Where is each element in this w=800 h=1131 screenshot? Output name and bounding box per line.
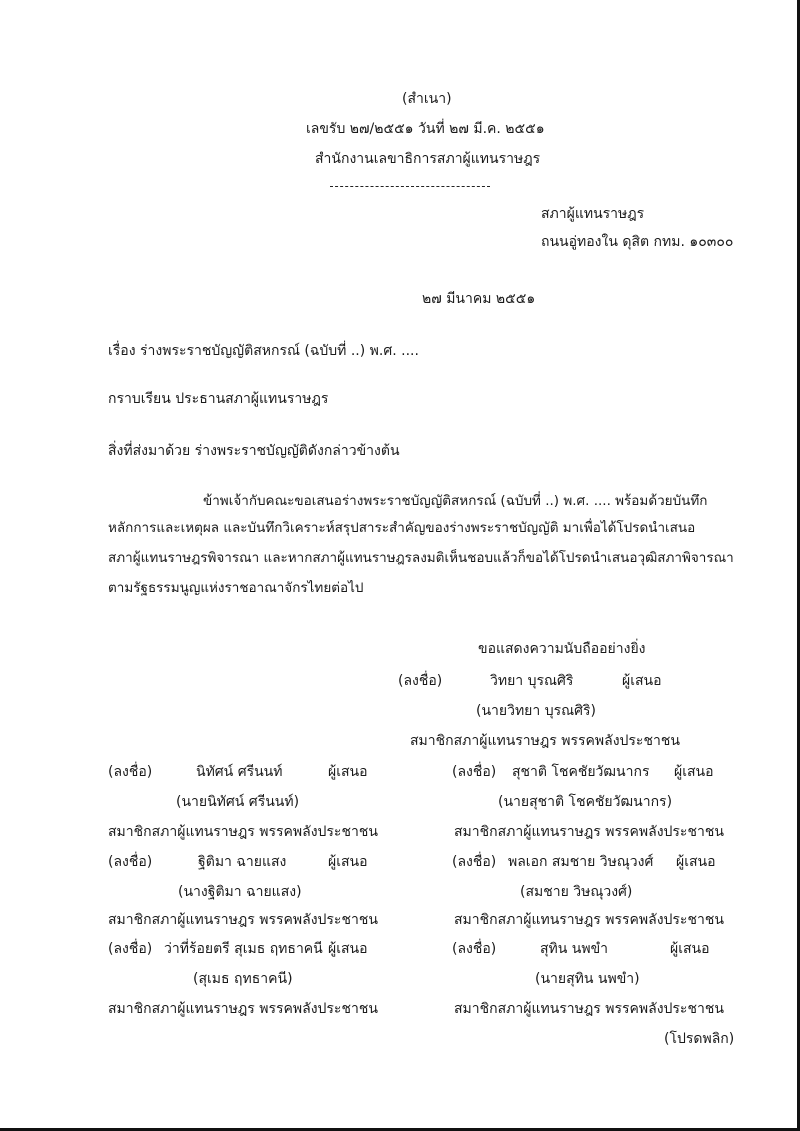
proposer-label: ผู้เสนอ <box>676 854 716 870</box>
enclosure: สิ่งที่ส่งมาด้วย ร่างพระราชบัญญัติดังกล่าวข้างต้น <box>108 443 400 459</box>
receiving-office: สำนักงานเลขาธิการสภาผู้แทนราษฎร <box>315 151 541 167</box>
signer-name: วิทยา บุรณศิริ <box>490 673 574 689</box>
body-line-4: ตามรัฐธรรมนูญแห่งราชอาณาจักรไทยต่อไป <box>108 580 364 596</box>
signed-label: (ลงชื่อ) <box>452 854 497 870</box>
proposer-label: ผู้เสนอ <box>328 854 368 870</box>
signed-label: (ลงชื่อ) <box>398 673 443 689</box>
signed-label: (ลงชื่อ) <box>452 941 497 957</box>
signer-full-name: (นายนิทัศน์ ศรีนนท์) <box>176 794 300 810</box>
signer-name: สุชาติ โชคชัยวัฒนากร <box>512 764 650 780</box>
signed-label: (ลงชื่อ) <box>108 854 153 870</box>
signer-full-name: (นายสุชาติ โชคชัยวัฒนากร) <box>498 794 673 810</box>
signer-full-name: (นางฐิติมา ฉายแสง) <box>178 884 302 900</box>
salutation: กราบเรียน ประธานสภาผู้แทนราษฎร <box>108 391 329 407</box>
address-line-1: สภาผู้แทนราษฎร <box>541 206 645 222</box>
proposer-label: ผู้เสนอ <box>328 941 368 957</box>
signer-full-name: (นายวิทยา บุรณศิริ) <box>476 703 596 719</box>
signer-affiliation: สมาชิกสภาผู้แทนราษฎร พรรคพลังประชาชน <box>454 824 724 840</box>
address-line-2: ถนนอู่ทองใน ดุสิต กทม. ๑๐๓๐๐ <box>541 234 734 250</box>
signer-name: ว่าที่ร้อยตรี สุเมธ ฤทธาคนี <box>164 941 323 957</box>
receipt-number: เลขรับ ๒๗/๒๕๕๑ วันที่ ๒๗ มี.ค. ๒๕๕๑ <box>306 121 545 137</box>
signer-affiliation: สมาชิกสภาผู้แทนราษฎร พรรคพลังประชาชน <box>454 912 724 928</box>
proposer-label: ผู้เสนอ <box>622 673 662 689</box>
signer-affiliation: สมาชิกสภาผู้แทนราษฎร พรรคพลังประชาชน <box>108 824 378 840</box>
signer-name: นิทัศน์ ศรีนนท์ <box>196 764 283 780</box>
header-divider <box>330 186 490 187</box>
body-line-3: สภาผู้แทนราษฎรพิจารณา และหากสภาผู้แทนราษฎรลงมติเห็นชอบแล้วก็ขอได้โปรดนำเสนอวุฒิสภาพิจารณา <box>108 550 734 566</box>
turn-page-note: (โปรดพลิก) <box>664 1031 735 1047</box>
signer-name: พลเอก สมชาย วิษณุวงศ์ <box>508 854 654 870</box>
body-line-1: ข้าพเจ้ากับคณะขอเสนอร่างพระราชบัญญัติสหกรณ์ (ฉบับที่ ..) พ.ศ. .... พร้อมด้วยบันทึก <box>203 493 708 509</box>
signer-full-name: (สมชาย วิษณุวงศ์) <box>520 884 633 900</box>
copy-mark: (สำเนา) <box>402 91 452 107</box>
signer-affiliation: สมาชิกสภาผู้แทนราษฎร พรรคพลังประชาชน <box>108 912 378 928</box>
signer-full-name: (นายสุทิน นพขำ) <box>535 971 640 987</box>
proposer-label: ผู้เสนอ <box>670 941 710 957</box>
body-line-2: หลักการและเหตุผล และบันทึกวิเคราะห์สรุปสาระสำคัญของร่างพระราชบัญญัติ มาเพื่อได้โปรดนำเสนอ <box>108 520 696 536</box>
proposer-label: ผู้เสนอ <box>328 764 368 780</box>
signer-affiliation: สมาชิกสภาผู้แทนราษฎร พรรคพลังประชาชน <box>410 733 680 749</box>
signed-label: (ลงชื่อ) <box>108 941 153 957</box>
letter-date: ๒๗ มีนาคม ๒๕๕๑ <box>422 291 536 307</box>
signer-name: ฐิติมา ฉายแสง <box>198 854 287 870</box>
signed-label: (ลงชื่อ) <box>108 764 153 780</box>
signer-affiliation: สมาชิกสภาผู้แทนราษฎร พรรคพลังประชาชน <box>108 1001 378 1017</box>
signed-label: (ลงชื่อ) <box>452 764 497 780</box>
signer-name: สุทิน นพขำ <box>540 941 609 957</box>
signer-affiliation: สมาชิกสภาผู้แทนราษฎร พรรคพลังประชาชน <box>454 1001 724 1017</box>
closing: ขอแสดงความนับถืออย่างยิ่ง <box>478 641 646 657</box>
proposer-label: ผู้เสนอ <box>674 764 714 780</box>
signer-full-name: (สุเมธ ฤทธาคนี) <box>193 971 293 987</box>
subject-line: เรื่อง ร่างพระราชบัญญัติสหกรณ์ (ฉบับที่ ..) พ.ศ. .... <box>108 343 419 359</box>
